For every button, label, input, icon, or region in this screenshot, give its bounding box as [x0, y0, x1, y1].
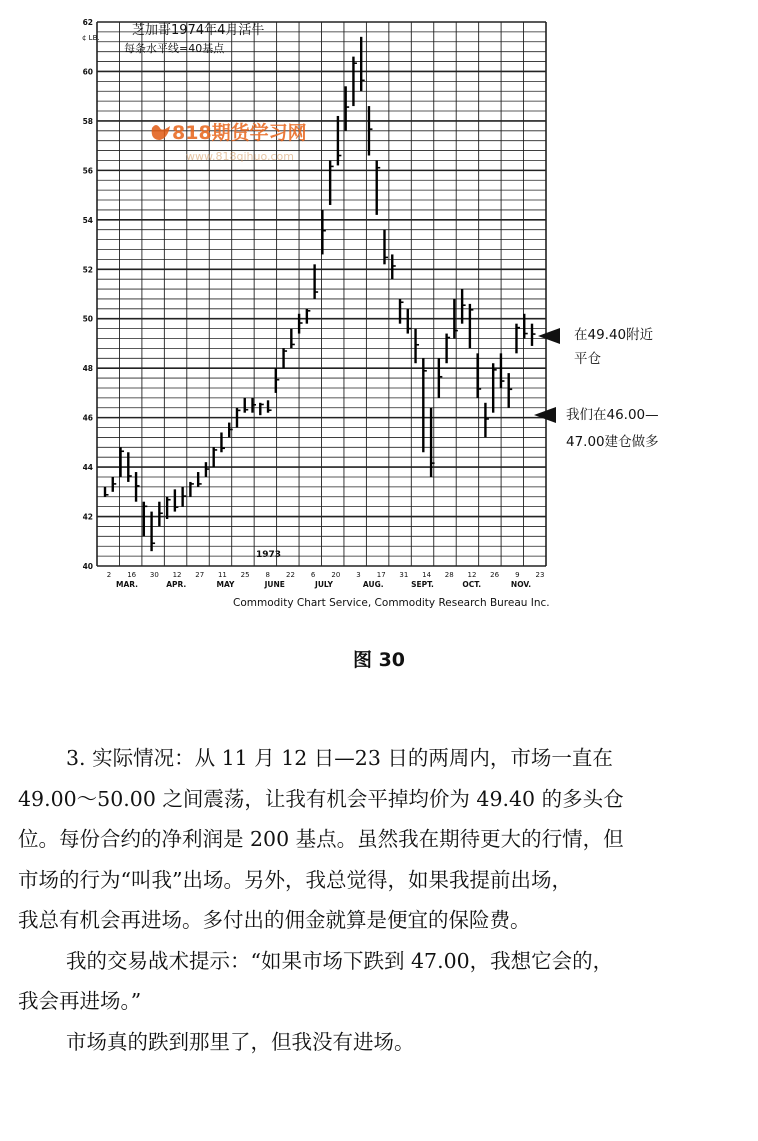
- x-day-label: 9: [515, 571, 520, 579]
- paragraph-line: 市场的行为“叫我”出场。另外，我总觉得，如果我提前出场，: [18, 867, 572, 892]
- chart-title: 芝加哥1974年4月活牛: [132, 23, 265, 38]
- x-day-label: 20: [331, 571, 341, 579]
- chart-grid: [97, 22, 546, 566]
- annotation-exit: [538, 327, 654, 367]
- annotation-entry-line1: 我们在46.00—: [566, 407, 659, 423]
- y-axis-label: ¢ LB.: [82, 34, 100, 42]
- x-day-label: 3: [356, 571, 361, 579]
- y-tick-label: 50: [82, 314, 93, 324]
- annotation-exit-line1: 在49.40附近: [574, 327, 654, 343]
- paragraph-line: 3. 实际情况：从 11 月 12 日—23 日的两周内，市场一直在: [66, 746, 613, 770]
- source-credit: Commodity Chart Service, Commodity Research Bureau Inc.: [233, 597, 550, 609]
- x-day-label: 28: [444, 571, 454, 579]
- x-month-label: OCT.: [462, 580, 482, 589]
- y-tick-label: 60: [82, 67, 93, 77]
- y-tick-label: 42: [82, 512, 93, 522]
- contract-label: 1973: [256, 550, 282, 560]
- x-month-label: AUG.: [362, 580, 384, 589]
- y-tick-label: 54: [82, 215, 93, 225]
- paragraph-line: 位。每份合约的净利润是 200 基点。虽然我在期待更大的行情，但: [18, 827, 624, 851]
- x-day-label: 2: [106, 571, 112, 579]
- x-month-label: MAR.: [115, 580, 139, 589]
- x-month-label: APR.: [166, 580, 187, 589]
- x-day-label: 31: [399, 571, 409, 579]
- x-day-label: 14: [422, 571, 432, 579]
- y-tick-label: 44: [82, 463, 93, 473]
- watermark-url: www.818qihuo.com: [186, 150, 294, 163]
- x-day-label: 12: [467, 571, 477, 579]
- x-day-label: 26: [490, 571, 500, 579]
- paragraph-line: 我会再进场。”: [18, 989, 142, 1013]
- x-month-label: JULY: [315, 580, 333, 589]
- annotation-exit-line2: 平仓: [574, 351, 601, 367]
- x-day-label: 11: [217, 571, 227, 579]
- figure-caption: 图 30: [352, 649, 406, 671]
- y-tick-label: 40: [82, 562, 93, 571]
- paragraph-line: 我总有机会再进场。多付出的佣金就算是便宜的保险费。: [18, 908, 531, 932]
- y-tick-label: 56: [82, 166, 93, 176]
- x-day-label: 6: [310, 571, 316, 579]
- x-day-label: 27: [195, 571, 205, 579]
- x-month-label: JUNE: [264, 580, 285, 589]
- x-axis-ticks: [107, 571, 545, 589]
- x-day-label: 25: [240, 571, 250, 579]
- annotation-arrow-icon: [538, 328, 560, 344]
- x-day-label: 12: [172, 571, 182, 579]
- x-day-label: 17: [376, 571, 386, 579]
- chart-subtitle: 每条水平线=40基点: [124, 42, 225, 55]
- x-month-label: NOV.: [510, 580, 532, 589]
- paragraph-line: 49.00～50.00 之间震荡，让我有机会平掉均价为 49.40 的多头仓: [18, 786, 624, 811]
- annotation-entry-line2: 47.00建仓做多: [566, 434, 659, 450]
- watermark-text: 818期货学习网: [172, 122, 307, 144]
- annotation-arrow-icon: [534, 407, 556, 423]
- price-bars: [105, 37, 536, 551]
- x-day-label: 8: [265, 571, 271, 579]
- x-day-label: 22: [286, 571, 295, 579]
- x-month-label: MAY: [216, 580, 235, 589]
- body-text: [18, 738, 742, 1062]
- watermark-flame-icon: [152, 125, 170, 140]
- y-tick-label: 58: [82, 116, 93, 126]
- paragraph-line: 我的交易战术提示：“如果市场下跌到 47.00，我想它会的，: [66, 948, 614, 973]
- y-tick-label: 46: [82, 413, 93, 423]
- x-day-label: 30: [149, 571, 159, 579]
- annotation-entry: [534, 407, 659, 450]
- paragraph-line: 市场真的跌到那里了，但我没有进场。: [66, 1029, 415, 1054]
- x-month-label: SEPT.: [411, 580, 434, 589]
- y-tick-label: 62: [82, 18, 93, 27]
- y-tick-label: 52: [82, 265, 93, 275]
- x-day-label: 16: [127, 571, 137, 579]
- watermark: [152, 121, 307, 163]
- y-tick-label: 48: [82, 364, 93, 374]
- x-day-label: 23: [535, 571, 545, 579]
- y-axis-ticks: [83, 18, 93, 571]
